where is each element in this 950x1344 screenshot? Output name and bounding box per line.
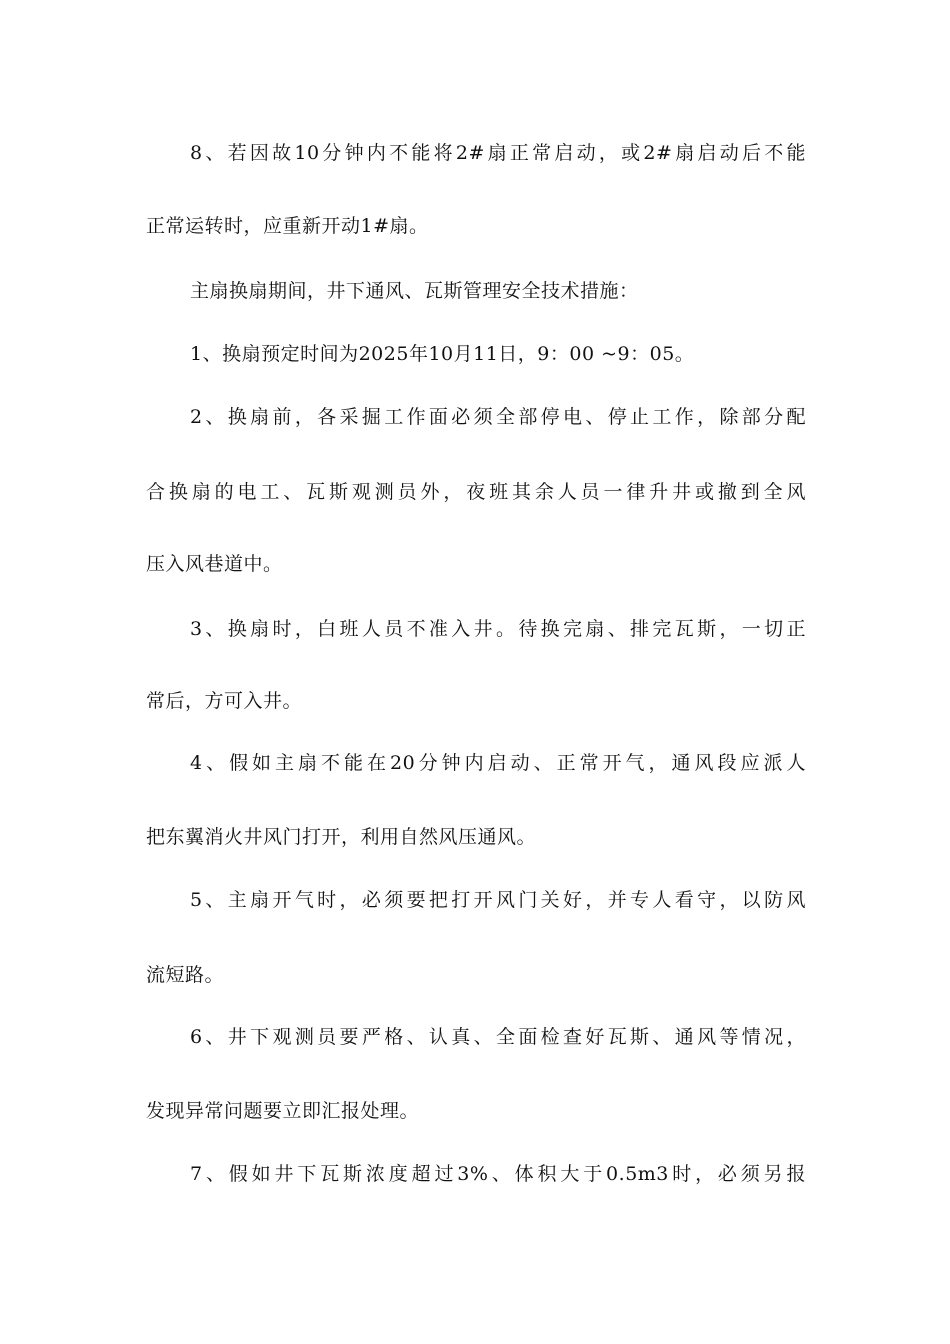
paragraph-8-line-2: 正常运转时，应重新开动1#扇。 xyxy=(146,215,429,237)
paragraph-8-line-1: 8、若因故10分钟内不能将2#扇正常启动，或2#扇启动后不能 xyxy=(190,142,806,164)
item-7-line-1: 7、假如井下瓦斯浓度超过3%、体积大于0.5m3时，必须另报 xyxy=(190,1163,806,1185)
item-3-line-2: 常后，方可入井。 xyxy=(146,690,303,712)
item-1-line-1: 1、换扇预定时间为2025年10月11日，9：00 ~9：05。 xyxy=(190,343,695,365)
item-2-line-1: 2、换扇前，各采掘工作面必须全部停电、停止工作，除部分配 xyxy=(190,406,806,428)
section-heading: 主扇换扇期间，井下通风、瓦斯管理安全技术措施： xyxy=(190,280,639,302)
item-2-line-2: 合换扇的电工、瓦斯观测员外，夜班其余人员一律升井或撤到全风 xyxy=(146,481,806,503)
item-4-line-2: 把东翼消火井风门打开，利用自然风压通风。 xyxy=(146,826,537,848)
item-3-line-1: 3、换扇时，白班人员不准入井。待换完扇、排完瓦斯，一切正 xyxy=(190,618,806,640)
item-6-line-1: 6、井下观测员要严格、认真、全面检查好瓦斯、通风等情况， xyxy=(190,1026,806,1048)
item-6-line-2: 发现异常问题要立即汇报处理。 xyxy=(146,1100,420,1122)
item-5-line-1: 5、主扇开气时，必须要把打开风门关好，并专人看守，以防风 xyxy=(190,889,806,911)
item-2-line-3: 压入风巷道中。 xyxy=(146,553,283,575)
item-4-line-1: 4、假如主扇不能在20分钟内启动、正常开气，通风段应派人 xyxy=(190,752,806,774)
item-5-line-2: 流短路。 xyxy=(146,964,225,986)
